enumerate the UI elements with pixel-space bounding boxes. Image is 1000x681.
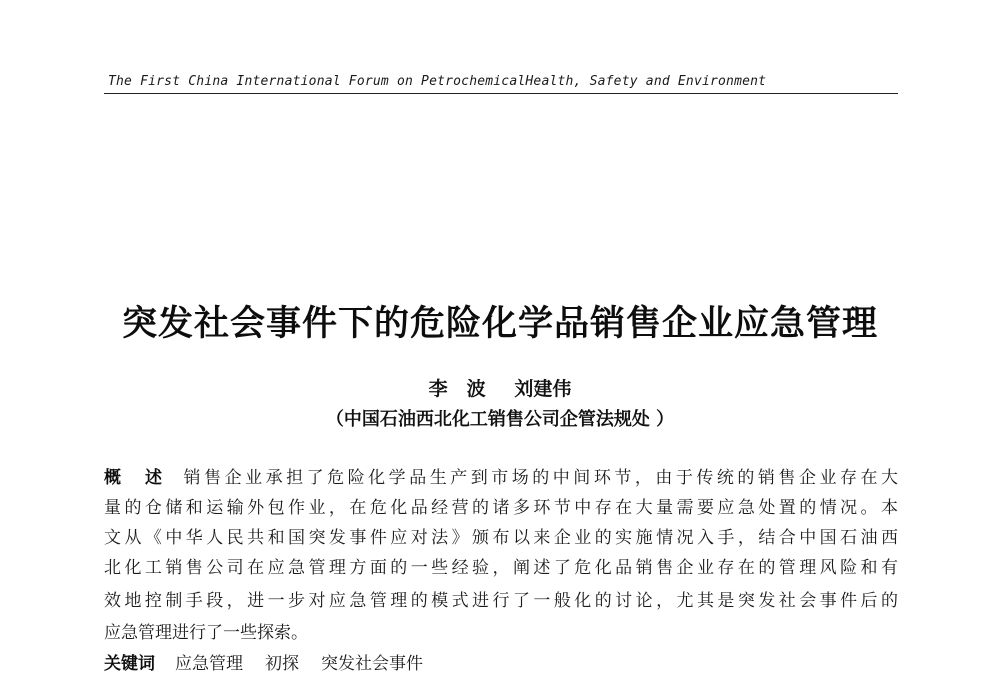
abstract-line: 量的仓储和运输外包作业，在危化品经营的诸多环节中存在大量需要应急处置的情况。本 (104, 498, 898, 518)
abstract-line: 北化工销售公司在应急管理方面的一些经验，阐述了危化品销售企业存在的管理风险和有 (104, 558, 898, 578)
keyword: 应急管理 (175, 654, 243, 674)
header-rule (104, 93, 898, 94)
paper-title: 突发社会事件下的危险化学品销售企业应急管理 (121, 303, 878, 344)
keywords (104, 649, 898, 679)
author-name: 刘建伟 (514, 378, 572, 400)
abstract-line: 文从《中华人民共和国突发事件应对法》颁布以来企业的实施情况入手，结合中国石油西 (104, 528, 898, 548)
author-list (0, 374, 1000, 401)
abstract-line: 应急管理进行了一些探索。 (104, 623, 308, 643)
abstract-line (104, 463, 898, 493)
running-header: The First China International Forum on PetrochemicalHealth, Safety and Environment (108, 74, 767, 89)
keyword: 突发社会事件 (321, 654, 423, 674)
author-affiliation: （中国石油西北化工销售公司企管法规处 ） (325, 409, 675, 430)
abstract-label: 概 述 (104, 468, 166, 488)
abstract-text: 销售企业承担了危险化学品生产到市场的中间环节，由于传统的销售企业存在大 (183, 468, 899, 488)
abstract-line: 效地控制手段，进一步对应急管理的模式进行了一般化的讨论，尤其是突发社会事件后的 (104, 591, 898, 611)
keyword: 初探 (265, 654, 299, 674)
keywords-label: 关键词 (104, 654, 155, 674)
author-name: 李 波 (428, 378, 486, 400)
